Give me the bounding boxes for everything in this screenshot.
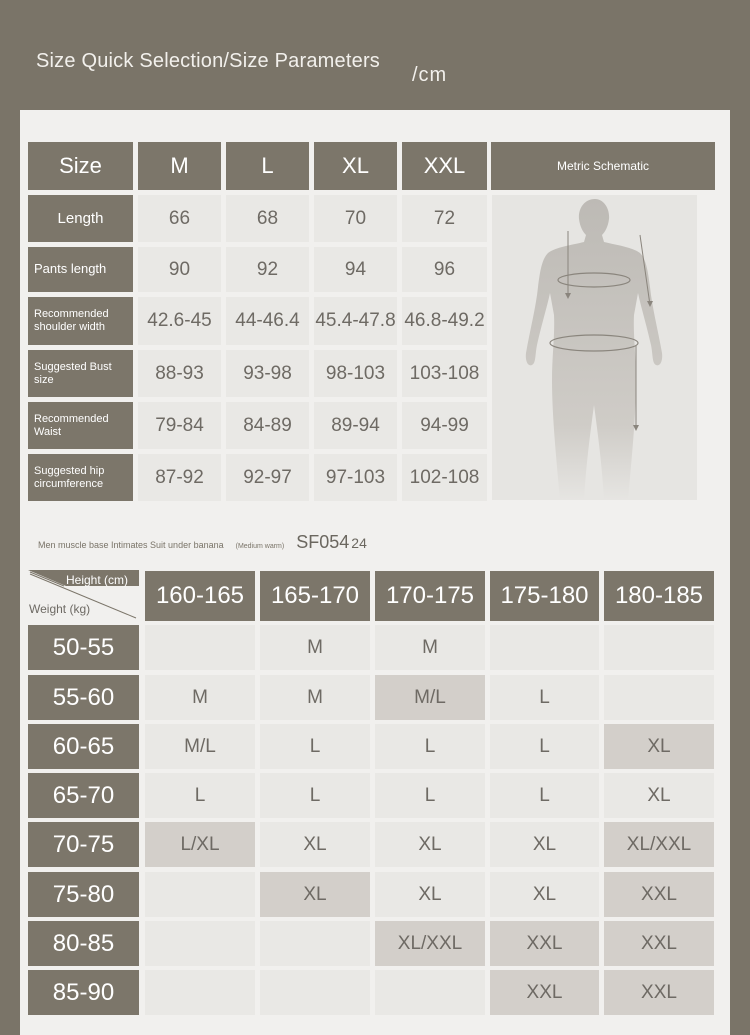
product-note: (Medium warm) <box>235 543 285 550</box>
size-row-label: Suggested hip circumference <box>28 454 133 501</box>
fit-size-cell: XL <box>604 773 714 818</box>
fit-size-cell: L <box>375 724 485 769</box>
fit-size-cell: XL <box>375 822 485 867</box>
size-row-label: Suggested Bust size <box>28 350 133 397</box>
fit-size-cell: L <box>260 773 370 818</box>
size-value-cell: 96 <box>402 247 487 292</box>
weight-row-label: 85-90 <box>28 970 139 1015</box>
weight-row-label: 70-75 <box>28 822 139 867</box>
body-silhouette-icon <box>492 195 697 500</box>
size-value-cell: 92 <box>226 247 309 292</box>
size-header-m: M <box>138 142 221 190</box>
height-header: 175-180 <box>490 571 599 621</box>
size-header-xxl: XXL <box>402 142 487 190</box>
fit-size-cell <box>145 970 255 1015</box>
size-value-cell: 44-46.4 <box>226 297 309 345</box>
fit-size-cell <box>145 921 255 966</box>
weight-row-label: 55-60 <box>28 675 139 720</box>
size-value-cell: 93-98 <box>226 350 309 397</box>
size-value-cell: 94 <box>314 247 397 292</box>
unit-label: /cm <box>412 64 448 86</box>
fit-size-cell: XL/XXL <box>604 822 714 867</box>
size-value-cell: 46.8-49.2 <box>402 297 487 345</box>
product-info <box>38 532 367 553</box>
fit-size-cell: L <box>490 773 599 818</box>
fit-size-cell <box>604 675 714 720</box>
fit-size-cell: L <box>375 773 485 818</box>
fit-size-cell <box>604 625 714 670</box>
size-value-cell: 68 <box>226 195 309 242</box>
product-code-suffix: 24 <box>351 535 367 551</box>
size-value-cell: 66 <box>138 195 221 242</box>
fit-size-cell: XL <box>490 822 599 867</box>
weight-row-label: 50-55 <box>28 625 139 670</box>
fit-size-cell: M <box>260 675 370 720</box>
size-row-label: Pants length <box>28 247 133 292</box>
fit-size-cell: L <box>145 773 255 818</box>
fit-size-cell: L/XL <box>145 822 255 867</box>
schematic-header: Metric Schematic <box>491 142 715 190</box>
size-value-cell: 98-103 <box>314 350 397 397</box>
product-code: SF054 <box>296 532 350 552</box>
fit-size-cell: M <box>145 675 255 720</box>
size-value-cell: 89-94 <box>314 402 397 449</box>
fit-size-cell: M/L <box>375 675 485 720</box>
fit-size-cell <box>375 970 485 1015</box>
fit-size-cell: XL <box>260 872 370 917</box>
height-axis-label: Height (cm) <box>66 573 129 587</box>
size-value-cell: 97-103 <box>314 454 397 501</box>
weight-axis-label: Weight (kg) <box>29 602 91 616</box>
fit-size-cell: M <box>375 625 485 670</box>
weight-row-label: 60-65 <box>28 724 139 769</box>
size-row-label: Length <box>28 195 133 242</box>
product-name: Men muscle base Intimates Suit under banana <box>38 540 224 550</box>
page-title: Size Quick Selection/Size Parameters <box>36 50 381 72</box>
fit-size-cell: L <box>260 724 370 769</box>
fit-size-cell: XL <box>604 724 714 769</box>
size-value-cell: 102-108 <box>402 454 487 501</box>
size-value-cell: 72 <box>402 195 487 242</box>
height-header: 170-175 <box>375 571 485 621</box>
fit-size-cell: XXL <box>490 970 599 1015</box>
size-value-cell: 84-89 <box>226 402 309 449</box>
fit-size-cell <box>490 625 599 670</box>
fit-size-cell <box>145 625 255 670</box>
size-row-label: Recommended Waist <box>28 402 133 449</box>
height-header: 160-165 <box>145 571 255 621</box>
height-header: 180-185 <box>604 571 714 621</box>
weight-row-label: 75-80 <box>28 872 139 917</box>
size-value-cell: 103-108 <box>402 350 487 397</box>
fit-size-cell: L <box>490 724 599 769</box>
fit-size-cell: XL <box>490 872 599 917</box>
size-value-cell: 70 <box>314 195 397 242</box>
size-header-xl: XL <box>314 142 397 190</box>
fit-size-cell: M/L <box>145 724 255 769</box>
size-value-cell: 92-97 <box>226 454 309 501</box>
size-value-cell: 45.4-47.8 <box>314 297 397 345</box>
size-corner-header: Size <box>28 142 133 190</box>
fit-size-cell: M <box>260 625 370 670</box>
fit-size-cell: XXL <box>604 921 714 966</box>
fit-size-cell: XL <box>375 872 485 917</box>
fit-size-cell: XL/XXL <box>375 921 485 966</box>
fit-size-cell: XL <box>260 822 370 867</box>
size-value-cell: 90 <box>138 247 221 292</box>
fit-size-cell: XXL <box>604 970 714 1015</box>
fit-size-cell <box>145 872 255 917</box>
fit-size-cell: L <box>490 675 599 720</box>
size-value-cell: 87-92 <box>138 454 221 501</box>
fit-size-cell: XXL <box>604 872 714 917</box>
fit-size-cell: XXL <box>490 921 599 966</box>
fit-table-corner <box>28 570 139 622</box>
size-row-label: Recommended shoulder width <box>28 297 133 345</box>
fit-size-cell <box>260 921 370 966</box>
weight-row-label: 80-85 <box>28 921 139 966</box>
fit-size-cell <box>260 970 370 1015</box>
body-schematic-image <box>492 195 697 500</box>
page-header <box>0 0 750 108</box>
size-value-cell: 42.6-45 <box>138 297 221 345</box>
size-value-cell: 94-99 <box>402 402 487 449</box>
size-header-l: L <box>226 142 309 190</box>
height-header: 165-170 <box>260 571 370 621</box>
size-value-cell: 88-93 <box>138 350 221 397</box>
weight-row-label: 65-70 <box>28 773 139 818</box>
size-value-cell: 79-84 <box>138 402 221 449</box>
